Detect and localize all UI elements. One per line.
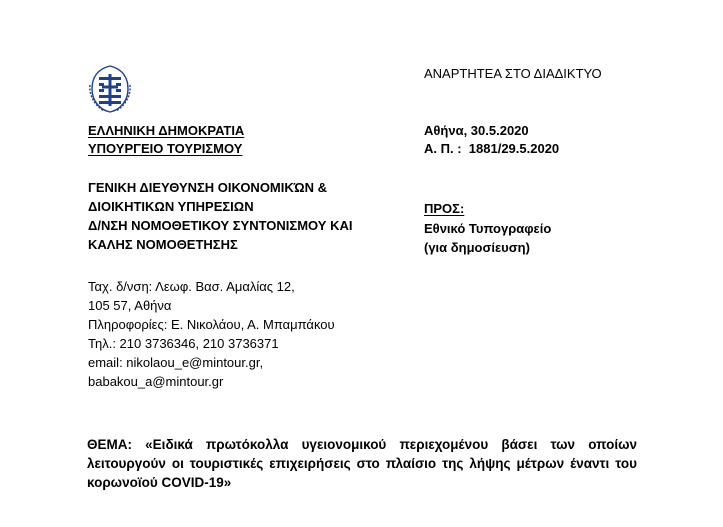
protocol-number: 1881/29.5.2020 xyxy=(468,141,560,156)
contact-block xyxy=(88,277,335,391)
recipient-name: Εθνικό Τυπογραφείο xyxy=(424,221,552,236)
recipient-note: (για δημοσίευση) xyxy=(424,240,530,255)
contact-line: 105 57, Αθήνα xyxy=(88,298,172,313)
greek-state-emblem-icon xyxy=(86,63,134,115)
ministry-name: ΥΠΟΥΡΓΕΙΟ ΤΟΥΡΙΣΜΟΥ xyxy=(88,141,243,156)
department-line: ΚΑΛΗΣ ΝΟΜΟΘΕΤΗΣΗΣ xyxy=(88,237,238,252)
contact-line: Τηλ.: 210 3736346, 210 3736371 xyxy=(88,336,279,351)
department-line: ΔΙΟΙΚΗΤΙΚΩΝ ΥΠΗΡΕΣΙΩΝ xyxy=(88,199,254,214)
date-line: Αθήνα, 30.5.2020 xyxy=(424,123,529,138)
contact-line: Πληροφορίες: Ε. Νικολάου, Α. Μπαμπάκου xyxy=(88,317,335,332)
country-name: ΕΛΛΗΝΙΚΗ ΔΗΜΟΚΡΑΤΙΑ xyxy=(88,123,245,138)
posting-note: ΑΝΑΡΤΗΤΕΑ ΣΤΟ ΔΙΑΔΙΚΤΥΟ xyxy=(424,66,602,81)
contact-line: babakou_a@mintour.gr xyxy=(88,374,224,389)
department-block xyxy=(88,178,352,254)
subject-text: ΘΕΜΑ: «Ειδικά πρωτόκολλα υγειονομικού περιεχομένου βάσει των οποίων λειτουργούν οι τουριστικές επιχειρήσεις στο πλαίσιο της λήψης μέτρων έναντι του κορωνοϊού COVID-19» xyxy=(87,437,637,490)
department-line: ΓΕΝΙΚΗ ΔΙΕΥΘΥΝΣΗ ΟΙΚΟΝΟΜΙΚΏΝ & xyxy=(88,180,328,195)
department-line: Δ/ΝΣΗ ΝΟΜΟΘΕΤΙΚΟΥ ΣΥΝΤΟΝΙΣΜΟΥ ΚΑΙ xyxy=(88,218,353,233)
protocol-line xyxy=(424,141,559,156)
protocol-label: Α. Π. : xyxy=(424,141,462,156)
recipient-label: ΠΡΟΣ: xyxy=(424,201,465,216)
contact-line: Ταχ. δ/νση: Λεωφ. Βασ. Αμαλίας 12, xyxy=(88,279,295,294)
contact-line: email: nikolaou_e@mintour.gr, xyxy=(88,355,264,370)
